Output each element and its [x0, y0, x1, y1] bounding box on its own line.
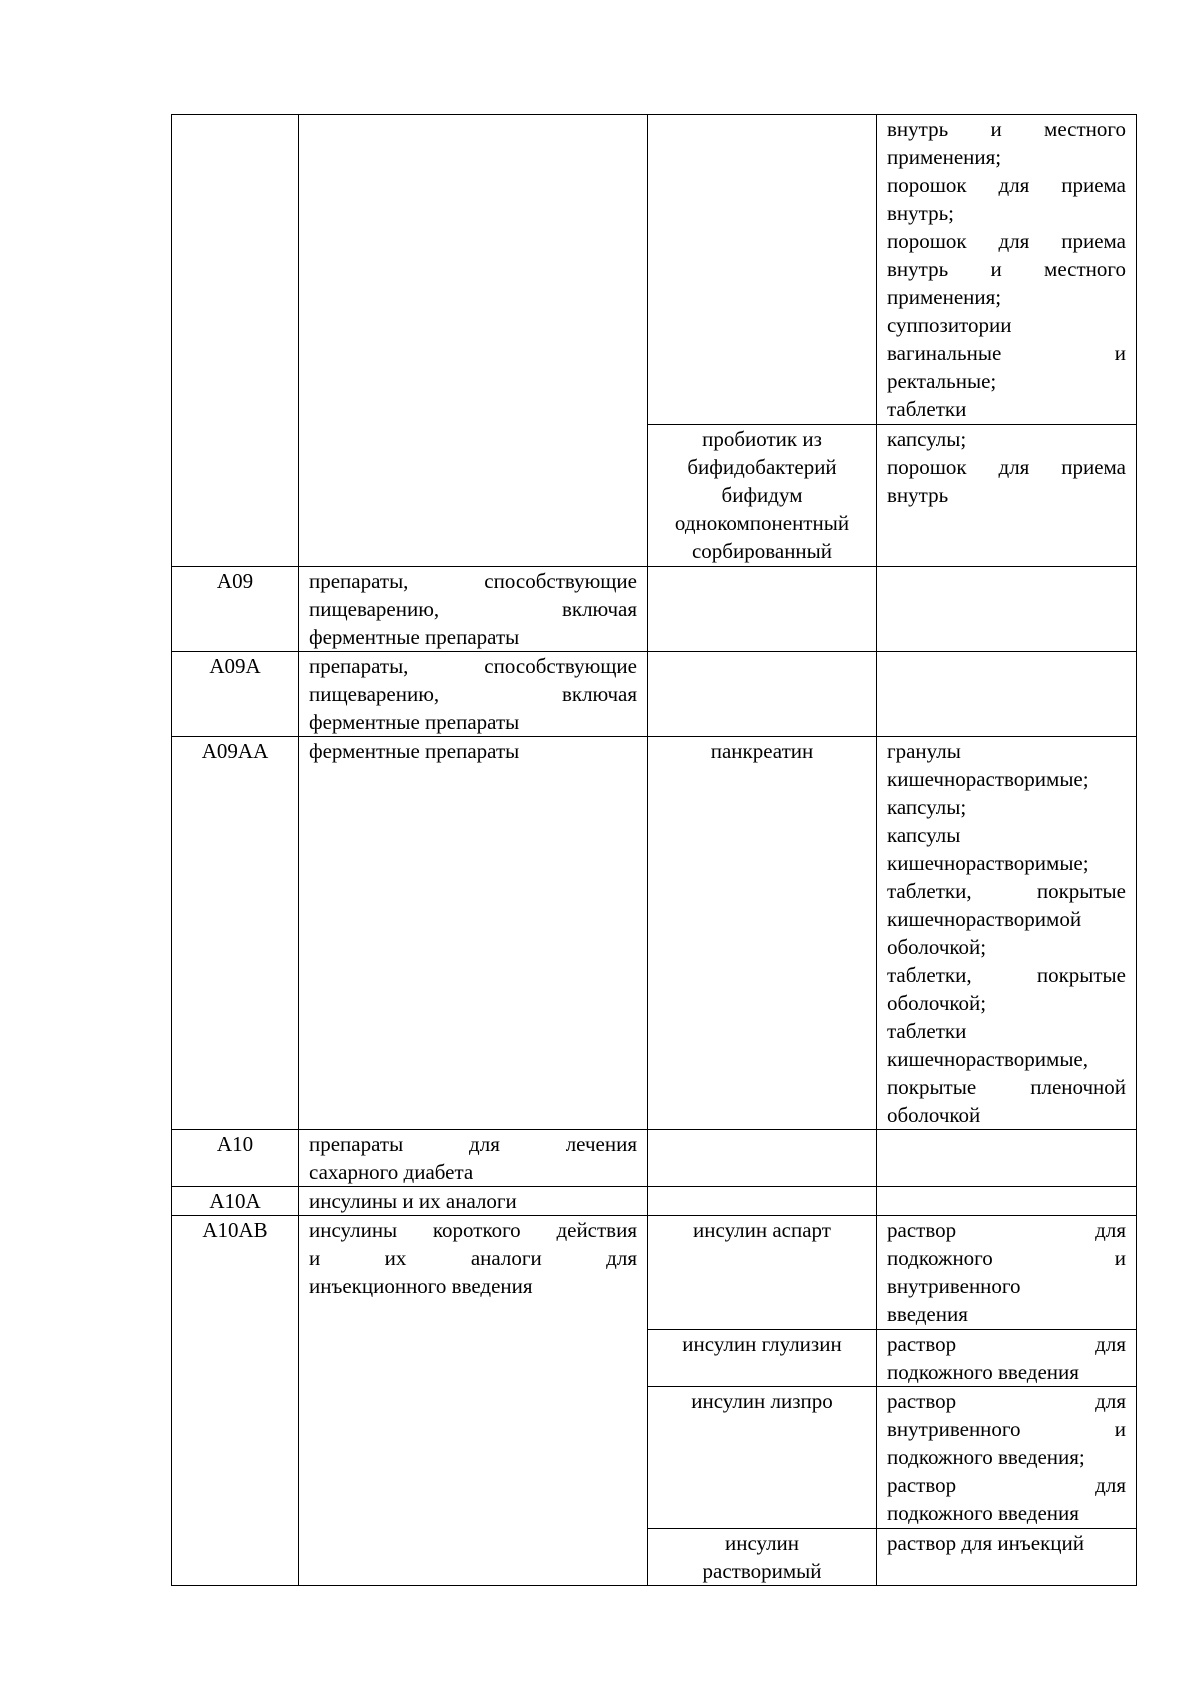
dosage-form-line: раствор для	[887, 1218, 1126, 1242]
group-name-line: инъекционного введения	[309, 1274, 533, 1298]
anatomical-group-cell	[299, 1216, 648, 1586]
inn-line: инсулин лизпро	[691, 1389, 833, 1413]
inn-cell	[648, 1330, 877, 1387]
dosage-forms-cell	[877, 1130, 1137, 1187]
dosage-form-line: кишечнорастворимые;	[887, 851, 1089, 875]
dosage-form-line: внутрь	[887, 483, 949, 507]
group-name-line: инсулины короткого действия	[309, 1218, 637, 1242]
inn-cell	[648, 737, 877, 1130]
inn-line: пробиотик из	[702, 427, 822, 451]
inn-line: растворимый	[702, 1559, 822, 1583]
dosage-form-line: раствор для	[887, 1332, 1126, 1356]
inn-line: панкреатин	[710, 739, 814, 763]
dosage-form-line: таблетки, покрытые	[887, 879, 1126, 903]
inn-cell	[648, 425, 877, 567]
group-name-line: пищеварению, включая	[309, 597, 637, 621]
atc-code-cell: А09АА	[172, 737, 299, 1130]
dosage-form-line: внутривенного	[887, 1274, 1021, 1298]
inn-line: инсулин аспарт	[693, 1218, 831, 1242]
inn-line: бифидобактерий	[687, 455, 837, 479]
dosage-form-line: кишечнорастворимые,	[887, 1047, 1089, 1071]
inn-cell	[648, 1187, 877, 1216]
dosage-form-line: покрытые пленочной	[887, 1075, 1126, 1099]
table-row	[172, 1187, 1137, 1216]
dosage-form-line: оболочкой;	[887, 991, 987, 1015]
anatomical-group-cell	[299, 1187, 648, 1216]
atc-code-cell: А10АВ	[172, 1216, 299, 1586]
group-name-line: и их аналоги для	[309, 1246, 637, 1270]
dosage-form-line: раствор для	[887, 1473, 1126, 1497]
atc-code-cell: А10А	[172, 1187, 299, 1216]
dosage-form-line: оболочкой	[887, 1103, 981, 1127]
atc-code-cell: А10	[172, 1130, 299, 1187]
dosage-form-line: суппозитории	[887, 313, 1012, 337]
group-name-line: сахарного диабета	[309, 1160, 474, 1184]
inn-cell	[648, 1216, 877, 1330]
dosage-form-line: ректальные;	[887, 369, 997, 393]
dosage-form-line: порошок для приема	[887, 455, 1126, 479]
dosage-forms-cell	[877, 1330, 1137, 1387]
group-name-line: инсулины и их аналоги	[309, 1189, 517, 1213]
inn-cell	[648, 567, 877, 652]
dosage-form-line: применения;	[887, 145, 1002, 169]
dosage-forms-cell	[877, 737, 1137, 1130]
dosage-form-line: таблетки, покрытые	[887, 963, 1126, 987]
group-name-line: препараты, способствующие	[309, 569, 637, 593]
dosage-form-line: подкожного введения	[887, 1360, 1079, 1384]
dosage-forms-cell	[877, 1187, 1137, 1216]
dosage-form-line: порошок для приема	[887, 229, 1126, 253]
dosage-form-line: капсулы;	[887, 795, 967, 819]
dosage-form-line: кишечнорастворимой	[887, 907, 1082, 931]
dosage-form-line: подкожного введения;	[887, 1445, 1085, 1469]
inn-cell	[648, 1387, 877, 1529]
table-row	[172, 737, 1137, 1130]
dosage-form-line: гранулы	[887, 739, 961, 763]
dosage-form-line: применения;	[887, 285, 1002, 309]
anatomical-group-cell	[299, 115, 648, 567]
inn-cell	[648, 115, 877, 425]
anatomical-group-cell	[299, 737, 648, 1130]
dosage-form-line: оболочкой;	[887, 935, 987, 959]
anatomical-group-cell	[299, 1130, 648, 1187]
group-name-line: ферментные препараты	[309, 710, 520, 734]
dosage-form-line: капсулы;	[887, 427, 967, 451]
anatomical-group-cell	[299, 652, 648, 737]
dosage-forms-cell	[877, 425, 1137, 567]
table-row	[172, 1130, 1137, 1187]
dosage-form-line: внутрь;	[887, 201, 954, 225]
dosage-forms-cell	[877, 652, 1137, 737]
dosage-form-line: раствор для	[887, 1389, 1126, 1413]
dosage-form-line: таблетки	[887, 397, 967, 421]
table-row	[172, 567, 1137, 652]
group-name-line: пищеварению, включая	[309, 682, 637, 706]
table-row	[172, 652, 1137, 737]
table-row	[172, 1216, 1137, 1330]
inn-line: инсулин глулизин	[682, 1332, 842, 1356]
dosage-forms-cell	[877, 1529, 1137, 1586]
inn-line: сорбированный	[691, 539, 833, 563]
dosage-forms-cell	[877, 1216, 1137, 1330]
anatomical-group-cell	[299, 567, 648, 652]
dosage-form-line: капсулы	[887, 823, 961, 847]
inn-line: инсулин	[724, 1531, 800, 1555]
dosage-form-line: кишечнорастворимые;	[887, 767, 1089, 791]
group-name-line: препараты, способствующие	[309, 654, 637, 678]
inn-line: однокомпонентный	[674, 511, 850, 535]
dosage-form-line: раствор для инъекций	[887, 1531, 1084, 1555]
dosage-forms-cell	[877, 567, 1137, 652]
dosage-form-line: таблетки	[887, 1019, 967, 1043]
inn-cell	[648, 1130, 877, 1187]
dosage-form-line: внутрь и местного	[887, 257, 1126, 281]
dosage-forms-cell	[877, 115, 1137, 425]
atc-code-cell: А09А	[172, 652, 299, 737]
inn-cell	[648, 652, 877, 737]
group-name-line: препараты для лечения	[309, 1132, 637, 1156]
drug-classification-table	[171, 114, 1137, 1586]
dosage-form-line: порошок для приема	[887, 173, 1126, 197]
dosage-form-line: внутрь и местного	[887, 117, 1126, 141]
inn-line: бифидум	[721, 483, 803, 507]
dosage-forms-cell	[877, 1387, 1137, 1529]
atc-code-cell: А09	[172, 567, 299, 652]
inn-cell	[648, 1529, 877, 1586]
group-name-line: ферментные препараты	[309, 625, 520, 649]
dosage-form-line: подкожного введения	[887, 1501, 1079, 1525]
group-name-line: ферментные препараты	[309, 739, 520, 763]
atc-code-cell	[172, 115, 299, 567]
dosage-form-line: внутривенного и	[887, 1417, 1126, 1441]
table-row	[172, 115, 1137, 425]
dosage-form-line: подкожного и	[887, 1246, 1126, 1270]
dosage-form-line: вагинальные и	[887, 341, 1126, 365]
dosage-form-line: введения	[887, 1302, 968, 1326]
